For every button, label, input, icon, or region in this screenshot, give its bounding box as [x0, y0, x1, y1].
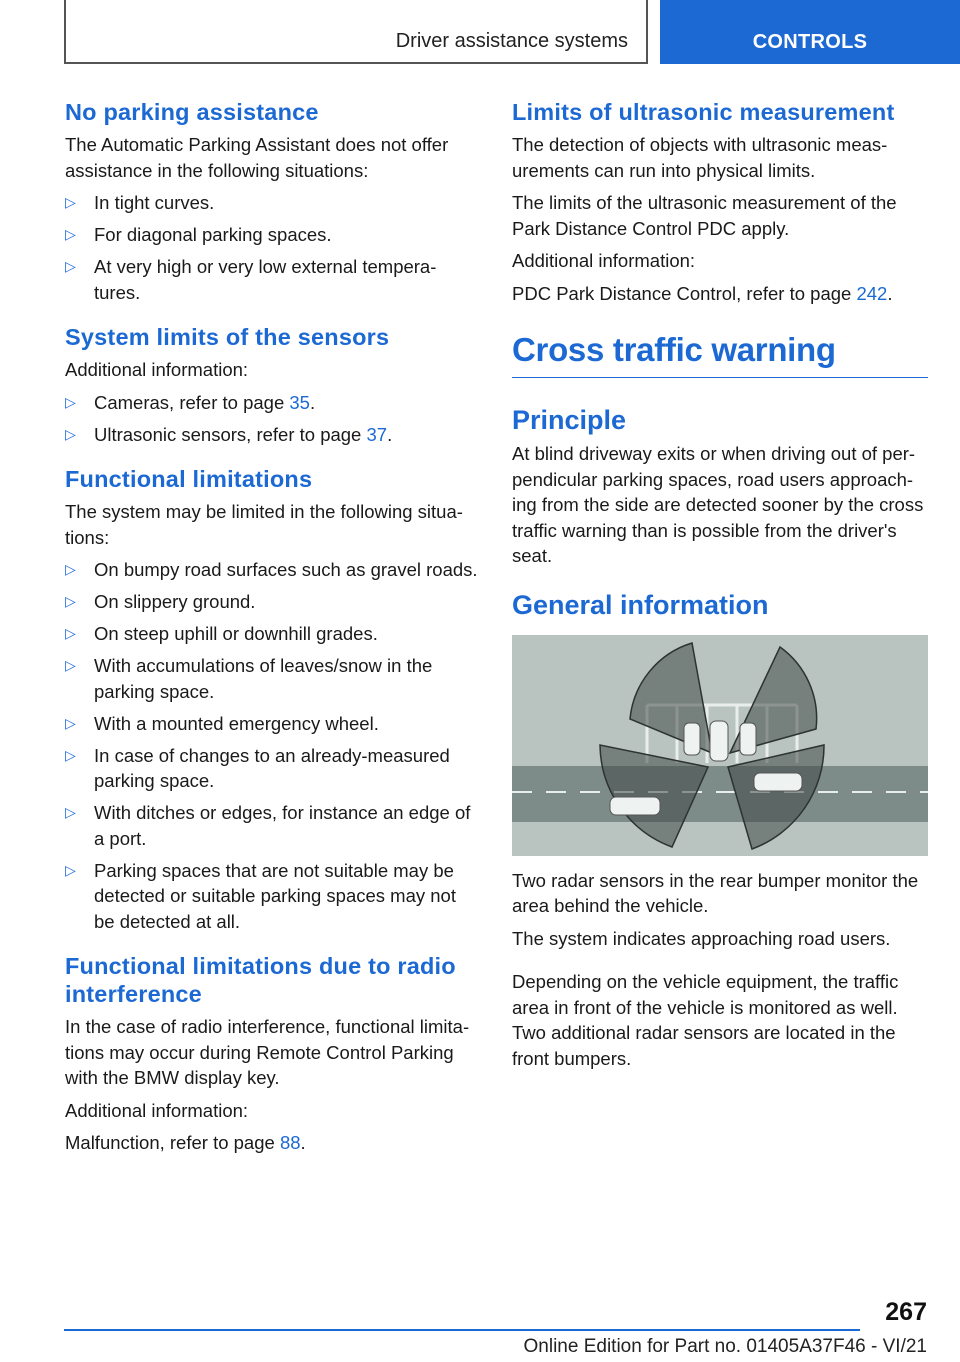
paragraph: PDC Park Distance Control, refer to page 242. [512, 282, 893, 304]
triangle-bullet-icon: ▷ [65, 804, 76, 820]
paragraph: Additional information: [65, 1099, 249, 1121]
triangle-bullet-icon: ▷ [65, 258, 76, 274]
triangle-bullet-icon: ▷ [65, 714, 76, 731]
page-link-242[interactable]: 242 [856, 282, 888, 304]
triangle-bullet-icon: ▷ [65, 746, 76, 763]
bullet-list [65, 390, 480, 448]
list-item: ▷ Ultrasonic sensors, refer to page 37. [65, 422, 480, 448]
paragraph: At blind driveway exits or when driving out of per‐pendicular parking spaces, road users approach‐ing from the side are detected sooner by the cross traffic warning than is possible from the driver's seat. [512, 443, 924, 566]
chapter-title: Cross traffic warning [512, 330, 928, 378]
section-title: Driver assistance systems [395, 30, 628, 52]
paragraph: Two radar sensors in the rear bumper monitor the area behind the vehicle. [512, 869, 919, 916]
triangle-bullet-icon: ▷ [65, 593, 76, 609]
heading-principle: Principle [512, 405, 627, 435]
list-item: ▷ With a mounted emergency wheel. [65, 711, 480, 737]
triangle-bullet-icon: ▷ [65, 561, 76, 577]
bullet-list [65, 557, 480, 934]
tab-controls[interactable]: CONTROLS [660, 0, 960, 64]
list-item: ▷ Cameras, refer to page 35. [65, 390, 480, 416]
triangle-bullet-icon: ▷ [65, 625, 76, 641]
list-item: ▷ On slippery ground. [65, 589, 480, 615]
triangle-bullet-icon: ▷ [65, 226, 76, 242]
heading-general-information: General information [512, 589, 769, 620]
left-column [65, 98, 480, 1163]
paragraph: The limits of the ultrasonic measurement of the Park Distance Control PDC apply. [512, 192, 897, 239]
list-item: ▷ On bumpy road surfaces such as gravel roads. [65, 557, 480, 583]
list-item: ▷ With accumulations of leaves/snow in the parking space. [65, 655, 433, 702]
heading-ultrasonic-limits: Limits of ultrasonic measurement [512, 99, 895, 125]
triangle-bullet-icon: ▷ [65, 393, 76, 410]
triangle-bullet-icon: ▷ [65, 861, 76, 878]
paragraph: Malfunction, refer to page 88. [65, 1132, 306, 1153]
footer-divider [64, 1329, 860, 1331]
list-item: ▷ At very high or very low external tempera‐tures. [65, 256, 437, 303]
paragraph: The system may be limited in the following situa‐tions: [65, 501, 463, 548]
bullet-list [65, 190, 480, 305]
paragraph: In the case of radio interference, functional limita‐tions may occur during Remote Control Parking with the BMW display key. [65, 1016, 470, 1088]
paragraph: The Automatic Parking Assistant does not offer assistance in the following situations: [65, 134, 449, 181]
heading-no-parking-assistance: No parking assistance [65, 99, 319, 125]
list-item: ▷ On steep uphill or downhill grades. [65, 621, 480, 647]
edition-label: Online Edition for Part no. 01405A37F46 - VI/21 [523, 1336, 927, 1357]
radar-coverage-illustration [512, 635, 928, 856]
header-frame [64, 0, 648, 64]
page-link-88[interactable]: 88 [279, 1132, 301, 1153]
page-number: 267 [885, 1298, 927, 1326]
paragraph: Additional information: [65, 359, 249, 380]
heading-system-limits: System limits of the sensors [65, 324, 390, 350]
triangle-bullet-icon: ▷ [65, 425, 76, 442]
list-item: ▷ In tight curves. [65, 190, 480, 216]
right-column [512, 98, 928, 1078]
page-link-37[interactable]: 37 [366, 423, 388, 445]
paragraph: Depending on the vehicle equipment, the traffic area in front of the vehicle is monitored as well. Two additional radar sensors are located in the front bumpers. [512, 971, 899, 1069]
list-item: ▷ For diagonal parking spaces. [65, 222, 480, 248]
triangle-bullet-icon: ▷ [65, 194, 76, 210]
paragraph: The system indicates approaching road users. [512, 927, 891, 949]
heading-functional-limitations: Functional limitations [65, 466, 313, 492]
page-link-35[interactable]: 35 [289, 391, 310, 413]
list-item: ▷ In case of changes to an already-measured parking space. [65, 744, 450, 791]
heading-radio-interference: Functional limitations due to radio interference [65, 953, 456, 1007]
list-item: ▷ Parking spaces that are not suitable may be detected or suitable parking spaces may not be detected at all. [65, 859, 456, 932]
list-item: ▷ With ditches or edges, for instance an edge of a port. [65, 802, 471, 849]
triangle-bullet-icon: ▷ [65, 657, 76, 673]
paragraph: The detection of objects with ultrasonic meas‐urements can run into physical limits. [512, 134, 888, 181]
paragraph: Additional information: [512, 250, 696, 271]
